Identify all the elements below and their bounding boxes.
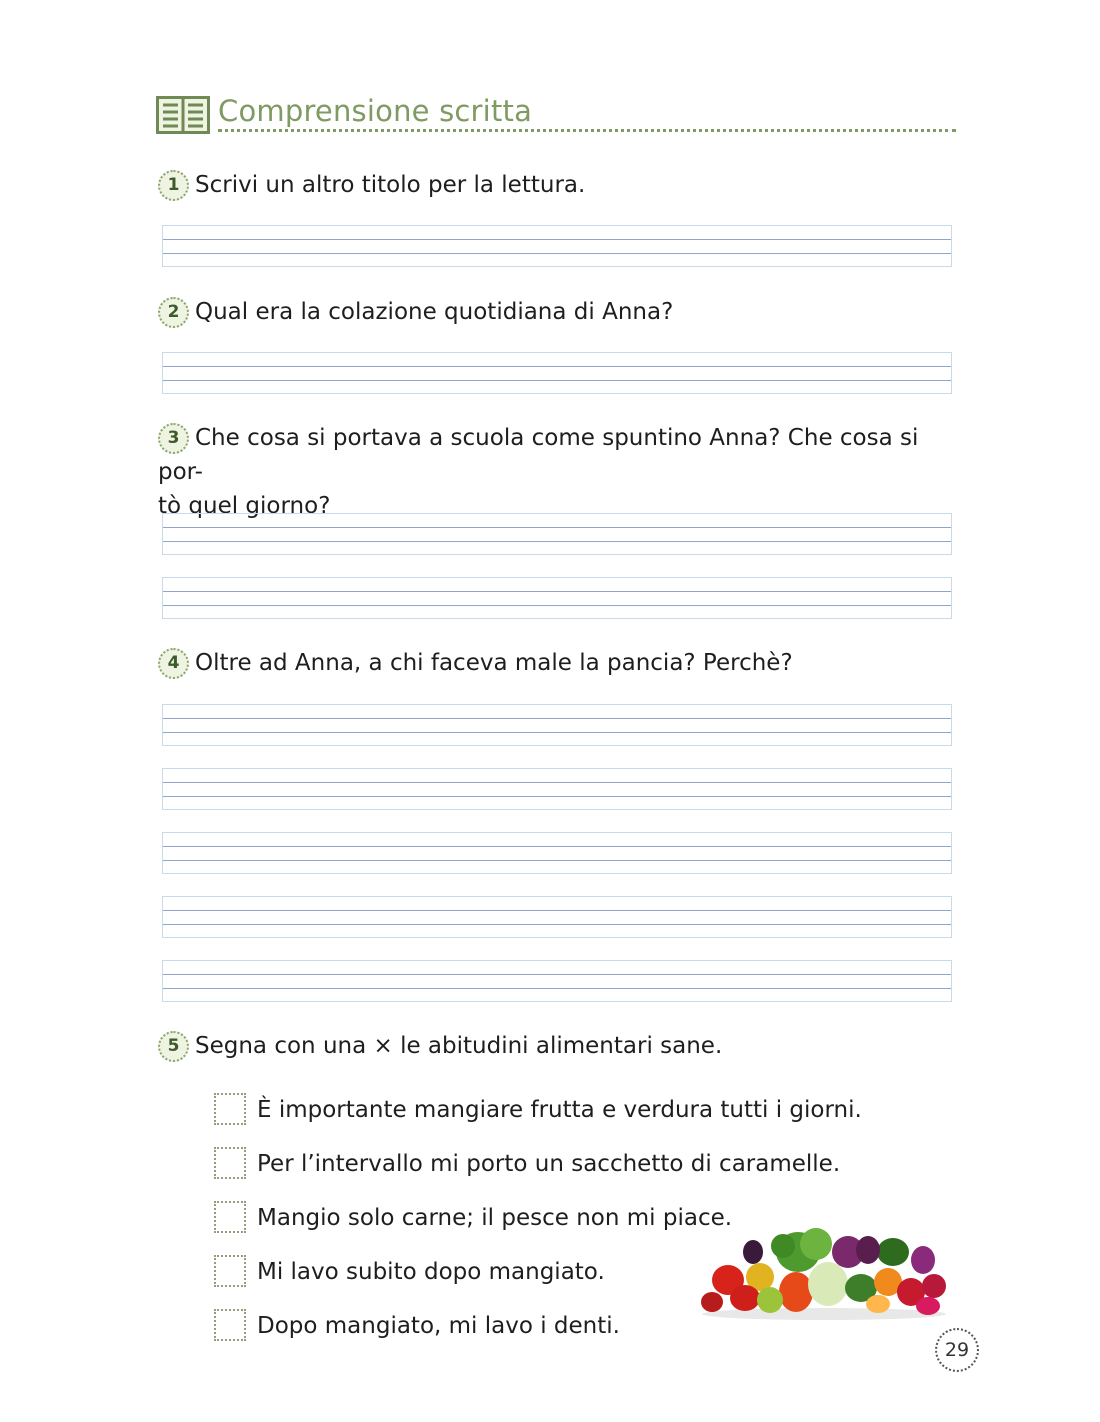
question-number: 5 <box>158 1031 189 1062</box>
page-number: 29 <box>935 1328 979 1372</box>
answer-lines[interactable] <box>162 768 952 810</box>
question-number: 2 <box>158 297 189 328</box>
title-dotted-rule <box>218 129 956 132</box>
section-header <box>156 94 956 136</box>
question-5 <box>158 1029 958 1063</box>
answer-lines[interactable] <box>162 832 952 874</box>
answer-lines[interactable] <box>162 960 952 1002</box>
question-text-line-2: tò quel giorno? <box>158 493 331 519</box>
answer-lines[interactable] <box>162 577 952 619</box>
question-4 <box>158 646 958 680</box>
checkbox[interactable] <box>214 1147 246 1179</box>
question-number: 4 <box>158 648 189 679</box>
option-text: Per l’intervallo mi porto un sacchetto di caramelle. <box>257 1151 841 1177</box>
question-2 <box>158 295 958 329</box>
answer-lines[interactable] <box>162 704 952 746</box>
checkbox[interactable] <box>214 1093 246 1125</box>
section-title: Comprensione scritta <box>218 94 533 128</box>
question-1 <box>158 168 958 202</box>
option-text: Dopo mangiato, mi lavo i denti. <box>257 1313 620 1339</box>
option-text: Mangio solo carne; il pesce non mi piace. <box>257 1205 733 1231</box>
question-3 <box>158 421 958 523</box>
question-number: 1 <box>158 170 189 201</box>
question-text: Oltre ad Anna, a chi faceva male la pancia? Perchè? <box>195 650 793 676</box>
question-number: 3 <box>158 423 189 454</box>
answer-lines[interactable] <box>162 352 952 394</box>
answer-lines[interactable] <box>162 513 952 555</box>
question-text: Scrivi un altro titolo per la lettura. <box>195 172 586 198</box>
question-text-line-1: Che cosa si portava a scuola come spuntino Anna? Che cosa si por- <box>158 425 919 485</box>
checkbox[interactable] <box>214 1255 246 1287</box>
question-text: Segna con una × le abitudini alimentari sane. <box>195 1033 723 1059</box>
answer-lines[interactable] <box>162 896 952 938</box>
fruit-vegetables-image <box>698 1222 950 1322</box>
checkbox[interactable] <box>214 1309 246 1341</box>
answer-lines[interactable] <box>162 225 952 267</box>
checkbox[interactable] <box>214 1201 246 1233</box>
open-book-icon <box>156 96 210 134</box>
question-text: Qual era la colazione quotidiana di Anna? <box>195 299 674 325</box>
option-text: È importante mangiare frutta e verdura tutti i giorni. <box>257 1097 862 1123</box>
option-text: Mi lavo subito dopo mangiato. <box>257 1259 605 1285</box>
